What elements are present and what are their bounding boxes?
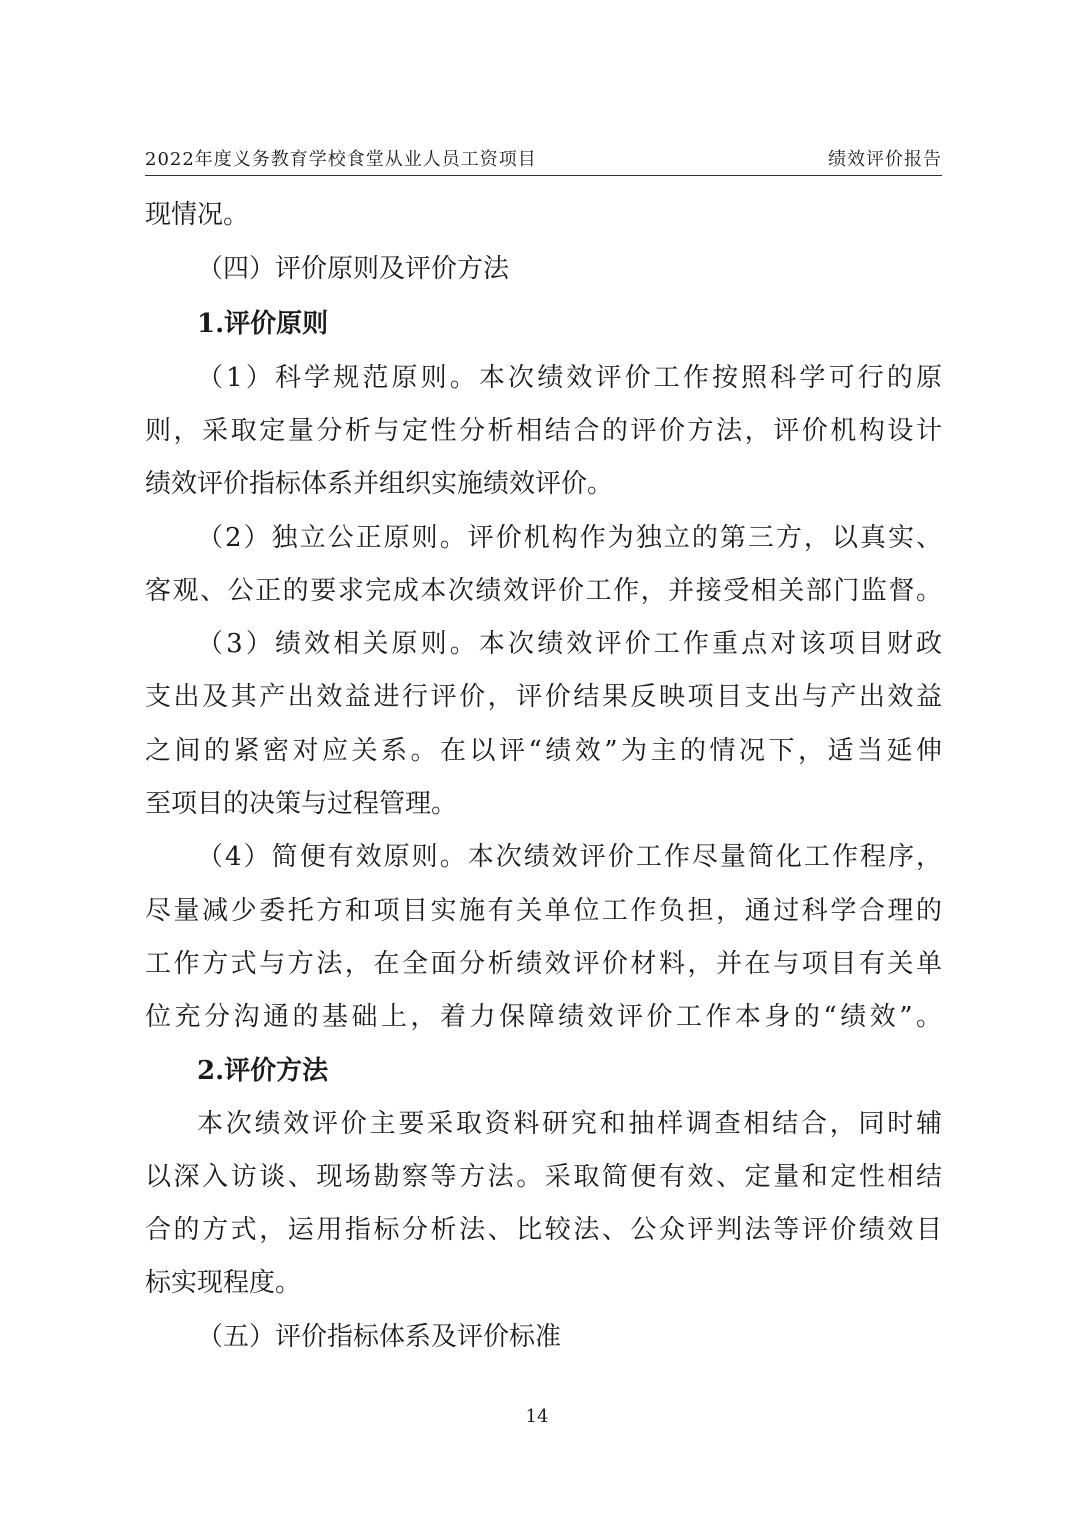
text-line: 支出及其产出效益进行评价，评价结果反映项目支出与产出效益 <box>145 682 942 712</box>
section-heading: （四）评价原则及评价方法 <box>197 254 510 284</box>
text-line: 绩效评价指标体系并组织实施绩效评价。 <box>145 469 614 499</box>
text-line: 合的方式，运用指标分析法、比较法、公众评判法等评价绩效目 <box>145 1215 942 1245</box>
text-line: 之间的紧密对应关系。在以评“绩效”为主的情况下，适当延伸 <box>145 736 942 766</box>
text-line: 工作方式与方法，在全面分析绩效评价材料，并在与项目有关单 <box>145 949 942 979</box>
text-line: 客观、公正的要求完成本次绩效评价工作，并接受相关部门监督。 <box>145 576 942 606</box>
page-header <box>145 147 942 176</box>
header-report-type: 绩效评价报告 <box>828 149 942 170</box>
header-title: 2022年度义务教育学校食堂从业人员工资项目 <box>145 149 537 170</box>
text-line: （3）绩效相关原则。本次绩效评价工作重点对该项目财政 <box>197 629 942 659</box>
text-line: 本次绩效评价主要采取资料研究和抽样调查相结合，同时辅 <box>197 1109 942 1139</box>
text-line: （4）简便有效原则。本次绩效评价工作尽量简化工作程序， <box>197 842 942 872</box>
text-line: （1）科学规范原则。本次绩效评价工作按照科学可行的原 <box>197 363 942 393</box>
text-line: 以深入访谈、现场勘察等方法。采取简便有效、定量和定性相结 <box>145 1162 942 1192</box>
section-heading: （五）评价指标体系及评价标准 <box>197 1322 562 1352</box>
text-line: （2）独立公正原则。评价机构作为独立的第三方，以真实、 <box>197 523 942 553</box>
subsection-heading: 1.评价原则 <box>197 309 329 339</box>
text-line: 则，采取定量分析与定性分析相结合的评价方法，评价机构设计 <box>145 416 942 446</box>
text-line: 标实现程度。 <box>145 1268 302 1298</box>
text-line: 至项目的决策与过程管理。 <box>145 789 458 819</box>
text-line: 现情况。 <box>145 200 250 230</box>
text-line: 尽量减少委托方和项目实施有关单位工作负担，通过科学合理的 <box>145 896 942 926</box>
text-line: 位充分沟通的基础上，着力保障绩效评价工作本身的“绩效”。 <box>145 1002 942 1032</box>
page-number: 14 <box>525 1406 549 1427</box>
subsection-heading: 2.评价方法 <box>197 1056 329 1086</box>
